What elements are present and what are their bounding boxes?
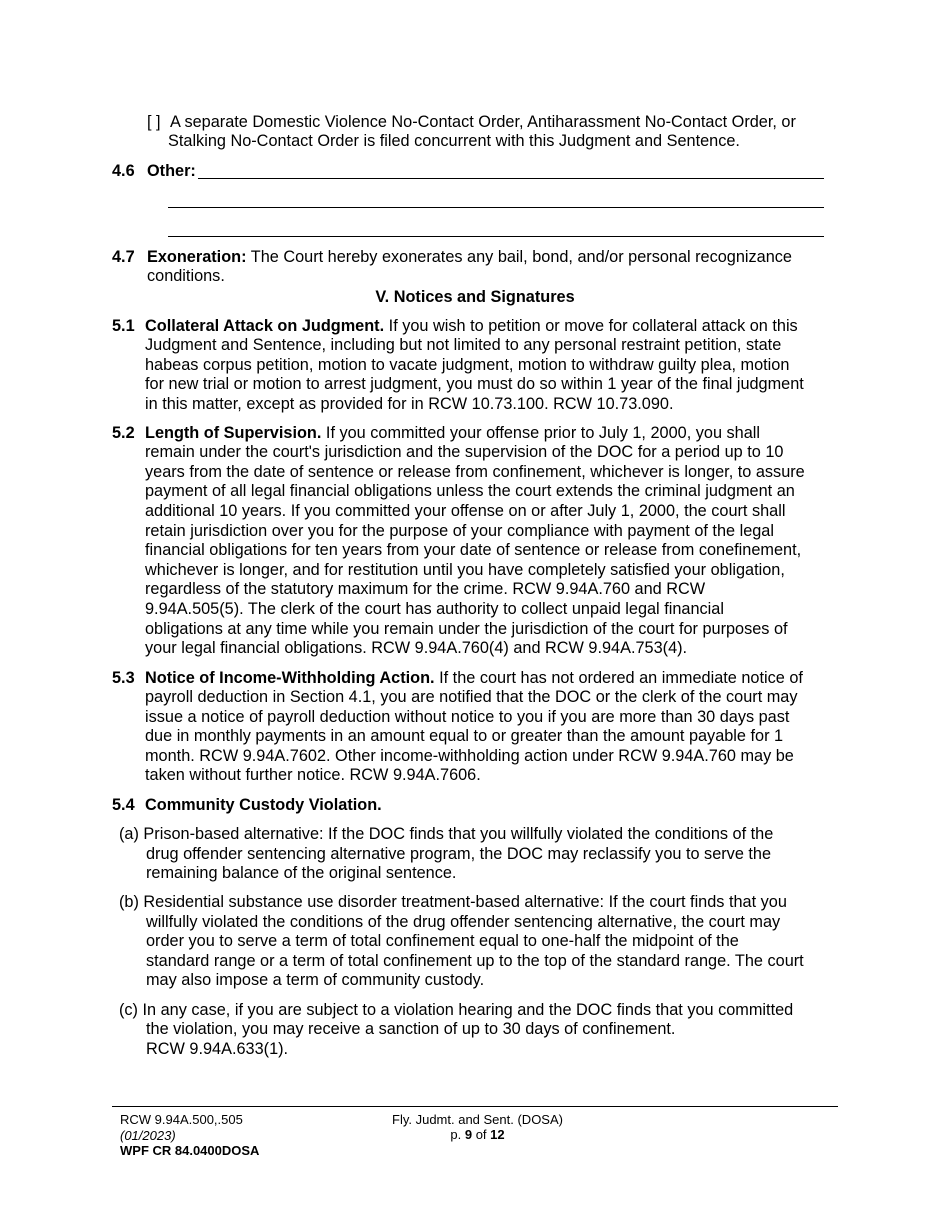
concurrent-order-text-line1: A separate Domestic Violence No-Contact Order, Antiharassment No-Contact Order, or [170,113,796,131]
item-c-line1: (c) In any case, if you are subject to a violation hearing and the DOC finds that you committed [119,1001,794,1019]
section-5-3-line3: issue a notice of payroll deduction without notice to you if you are more than 30 days past [145,708,790,726]
section-5-2-line5: additional 10 years. If you committed your offense on or after July 1, 2000, the court shall [145,502,786,520]
section-5-2-line1: Length of Supervision. If you committed your offense prior to July 1, 2000, you shall [145,424,761,442]
section-5-2-line4: payment of all legal financial obligations unless the court extends the criminal judgment an [145,482,795,500]
section-4-7-number: 4.7 [112,248,135,266]
item-c-line2: the violation, you may receive a sanction of up to 30 days of confinement. [146,1020,676,1038]
footer-form-number: WPF CR 84.0400DOSA [120,1143,260,1158]
footer-rcw: RCW 9.94A.500,.505 [120,1112,243,1127]
section-5-1-number: 5.1 [112,317,135,335]
section-4-7-text: The Court hereby exonerates any bail, bond, and/or personal recognizance [246,248,792,266]
item-b-line1: (b) Residential substance use disorder treatment-based alternative: If the court finds that you [119,893,787,911]
section-5-2-line2: remain under the court's jurisdiction and the supervision of the DOC for a period up to 10 [145,443,784,461]
section-5-4-number: 5.4 [112,796,135,814]
section-5-3-line5: month. RCW 9.94A.7602. Other income-withholding action under RCW 9.94A.760 may be [145,747,794,765]
other-blank-line-2[interactable] [168,207,824,208]
section-4-6-number: 4.6 [112,162,135,180]
section-5-3-line4: due in monthly payments in an amount equal to or greater than the amount payable for 1 [145,727,784,745]
section-4-7-line2: conditions. [147,267,225,285]
item-b-line4: standard range or a term of total confinement up to the top of the standard range. The court [146,952,804,970]
section-5-1-line3: habeas corpus petition, motion to vacate judgment, motion to withdraw guilty plea, motion [145,356,790,374]
item-b-line2: willfully violated the conditions of the drug offender sentencing alternative, the court may [146,913,781,931]
item-a-line2: drug offender sentencing alternative program, the DOC may reclassify you to serve the [146,845,772,863]
section-v-title: V. Notices and Signatures [375,288,575,306]
concurrent-order-checkbox[interactable] [147,113,161,133]
section-5-3-line2: payroll deduction in Section 4.1, you are notified that the DOC or the clerk of the court may [145,688,798,706]
section-5-3-label: Notice of Income-Withholding Action. [145,669,435,687]
section-5-1-line4: for new trial or motion to arrest judgment, you must do so within 1 year of the final judgment [145,375,804,393]
section-5-1-line1: Collateral Attack on Judgment. If you wish to petition or move for collateral attack on this [145,317,798,335]
section-5-2-line10: 9.94A.505(5). The clerk of the court has authority to collect unpaid legal financial [145,600,724,618]
concurrent-order-text-line2: Stalking No-Contact Order is filed concurrent with this Judgment and Sentence. [168,132,740,150]
section-5-2-line3: years from the date of sentence or release from confinement, whichever is longer, to assure [145,463,805,481]
section-5-2-line9: regardless of the statutory maximum for the crime. RCW 9.94A.760 and RCW [145,580,706,598]
section-5-2-line7: financial obligations for ten years from your date of sentence or release from conefinement, [145,541,802,559]
section-5-4-label: Community Custody Violation. [145,796,382,814]
section-5-3-line1: Notice of Income-Withholding Action. If the court has not ordered an immediate notice of [145,669,803,687]
checkbox-brackets[interactable]: [ ] [147,113,161,131]
section-5-3-line6: taken without further notice. RCW 9.94A.7606. [145,766,481,784]
section-4-6-label: Other: [147,162,196,180]
section-5-1-line2: Judgment and Sentence, including but not limited to any personal restraint petition, state [145,336,782,354]
item-b-line3: order you to serve a term of total confinement equal to one-half the midpoint of the [146,932,739,950]
item-a-line1: (a) Prison-based alternative: If the DOC finds that you willfully violated the conditions of the [119,825,774,843]
footer-divider [112,1106,838,1107]
section-5-3-number: 5.3 [112,669,135,687]
item-b-line5: may also impose a term of community custody. [146,971,485,989]
section-4-7-label: Exoneration: [147,248,247,266]
total-pages: 12 [490,1127,505,1142]
section-5-1-line5: in this matter, except as provided for in RCW 10.73.100. RCW 10.73.090. [145,395,674,413]
item-a-line3: remaining balance of the original sentence. [146,864,457,882]
section-5-2-line11: obligations at any time while you remain under the jurisdiction of the court for purposes of [145,620,788,638]
section-5-2-line12: your legal financial obligations. RCW 9.94A.760(4) and RCW 9.94A.753(4). [145,639,688,657]
other-blank-line-1[interactable] [198,178,824,179]
page-number: p. 9 of 12 [450,1127,505,1142]
section-5-2-line6: retain jurisdiction over you for the purpose of your compliance with payment of the legal [145,522,774,540]
footer-date: (01/2023) [120,1128,176,1143]
section-4-7-line1 [147,248,792,268]
section-5-2-number: 5.2 [112,424,135,442]
current-page: 9 [464,1127,473,1142]
item-c-line3: RCW 9.94A.633(1). [146,1040,289,1058]
section-5-2-label: Length of Supervision. [145,424,322,442]
section-5-1-label: Collateral Attack on Judgment. [145,317,385,335]
section-5-2-line8: whichever is longer, and for restitution until you have completely satisfied your obligation, [145,561,785,579]
footer-title: Fly. Judmt. and Sent. (DOSA) [392,1112,563,1127]
other-blank-line-3[interactable] [168,236,824,237]
